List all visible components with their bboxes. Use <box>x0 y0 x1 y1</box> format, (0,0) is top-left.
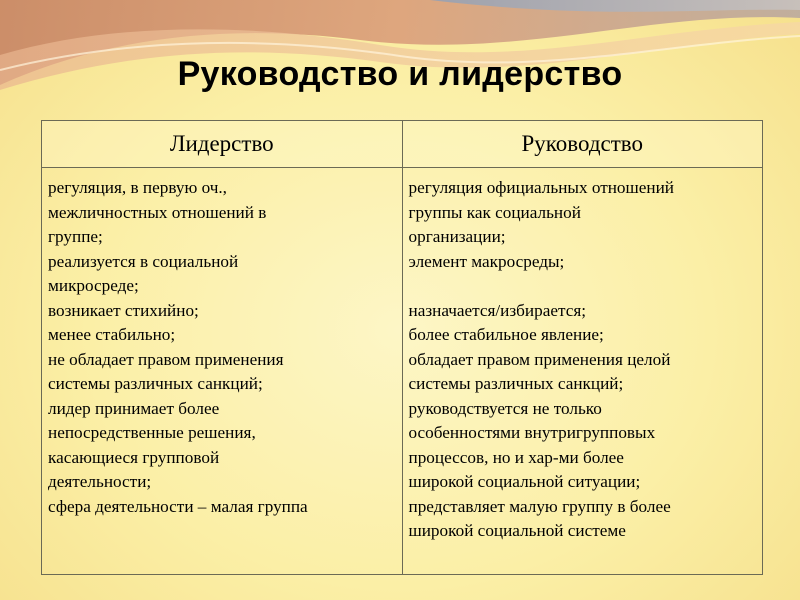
leadership-line: микросреде; <box>48 276 139 295</box>
leadership-line: лидер принимает более <box>48 398 220 418</box>
management-line: группы как социальной <box>408 202 581 222</box>
leadership-line: деятельности; <box>48 472 152 491</box>
management-line: обладает правом применения целой <box>408 349 671 369</box>
slide-title: Руководство и лидерство <box>177 55 623 93</box>
management-line: организации; <box>408 227 506 246</box>
leadership-line: регуляция, в первую оч., <box>48 178 227 197</box>
leadership-line: возникает стихийно; <box>48 300 199 320</box>
management-cell <box>402 168 763 575</box>
management-line: широкой социальной ситуации; <box>408 472 641 491</box>
leadership-line: группе; <box>48 227 103 246</box>
management-line <box>409 274 757 299</box>
management-line: руководствуется не только <box>408 398 602 418</box>
table-header-row <box>42 121 763 168</box>
comparison-table <box>41 120 763 575</box>
leadership-line: менее стабильно; <box>48 325 176 344</box>
leadership-line: системы различных санкций; <box>48 374 263 393</box>
leadership-line: сфера деятельности – малая группа <box>48 496 308 516</box>
header-leadership: Лидерство <box>42 121 403 168</box>
leadership-line: касающиеся групповой <box>48 447 220 467</box>
management-line: процессов, но и хар-ми более <box>408 447 624 467</box>
table-row <box>42 168 763 575</box>
leadership-cell <box>42 168 403 575</box>
management-line: назначается/избирается; <box>408 300 586 320</box>
management-line: особенностями внутригрупповых <box>408 423 656 442</box>
management-line: системы различных санкций; <box>408 374 624 393</box>
management-line: регуляция официальных отношений <box>408 178 674 197</box>
leadership-line: не обладает правом применения <box>48 349 284 369</box>
management-line: элемент макросреды; <box>408 251 565 271</box>
leadership-line: межличностных отношений в <box>48 202 267 222</box>
management-line: более стабильное явление; <box>408 325 604 344</box>
management-line: представляет малую группу в более <box>408 496 671 516</box>
leadership-line: реализуется в социальной <box>48 251 239 271</box>
management-line: широкой социальной системе <box>408 521 626 540</box>
leadership-line: непосредственные решения, <box>48 423 256 442</box>
header-management: Руководство <box>402 121 763 168</box>
